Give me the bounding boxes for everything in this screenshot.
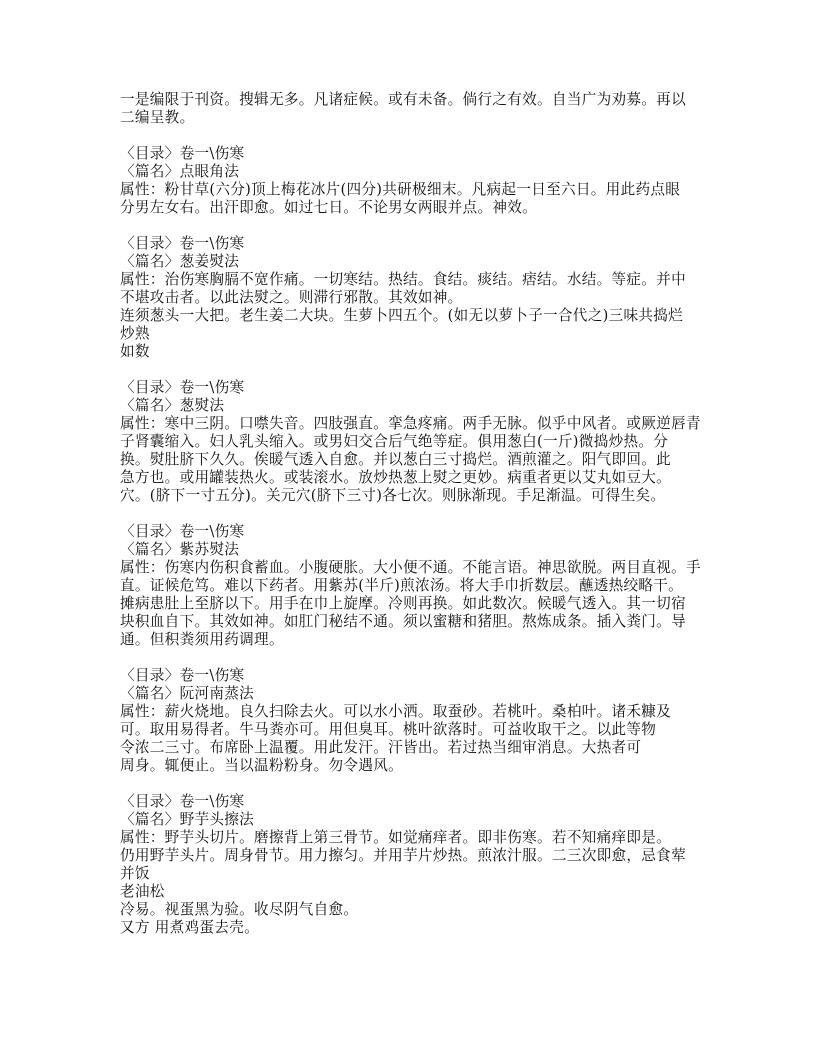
- text-line: 二编呈教。: [120, 109, 195, 126]
- text-line: 〈篇名〉紫苏熨法: [120, 541, 240, 558]
- text-line: 〈目录〉卷一\伤寒: [120, 235, 245, 252]
- text-line: 〈篇名〉阮河南蒸法: [120, 685, 255, 702]
- text-line: 块积血自下。其效如神。如肛门秘结不通。须以蜜糖和猪胆。熬炼成条。插入粪门。导: [120, 613, 686, 630]
- text-line: 换。熨肚脐下久久。俟暖气透入自愈。并以葱白三寸捣烂。酒煎灌之。阳气即回。此: [120, 451, 672, 468]
- text-line: 〈目录〉卷一\伤寒: [120, 145, 245, 162]
- text-line: 〈目录〉卷一\伤寒: [120, 523, 245, 540]
- text-line: 分男左女右。出汗即愈。如过七日。不论男女两眼并点。神效。: [120, 199, 538, 216]
- document-page: [120, 91, 701, 955]
- text-line: 〈篇名〉葱姜熨法: [120, 253, 240, 270]
- entry-section: [120, 523, 701, 649]
- text-line: 令浓二三寸。布席卧上温覆。用此发汗。汗皆出。若过热当细审消息。大热者可: [120, 739, 642, 756]
- text-line: 子肾囊缩入。妇人乳头缩入。或男妇交合后气绝等症。俱用葱白(一斤)微捣炒热。分: [120, 433, 669, 450]
- entry-section: [120, 793, 686, 937]
- text-line: 穴。(脐下一寸五分)。关元穴(脐下三寸)各七次。则脉渐现。手足渐温。可得生矣。: [120, 487, 666, 504]
- text-line: 老油松: [120, 883, 165, 900]
- entry-section: [120, 667, 680, 775]
- text-line: 周身。辄便止。当以温粉粉身。勿令遇风。: [120, 757, 403, 774]
- intro-paragraph: [120, 91, 686, 127]
- text-line: 〈篇名〉葱熨法: [120, 397, 225, 414]
- text-line: 属性：寒中三阴。口噤失音。四肢强直。挛急疼痛。两手无脉。似乎中风者。或厥逆唇青: [120, 415, 701, 432]
- text-line: 摊病患肚上至脐以下。用手在巾上旋摩。冷则再换。如此数次。候暖气透入。其一切宿: [120, 595, 686, 612]
- text-line: 并饭: [120, 865, 150, 882]
- text-line: 〈目录〉卷一\伤寒: [120, 793, 245, 810]
- text-line: 属性：野芋头切片。磨擦背上第三骨节。如觉痛痒者。即非伤寒。若不知痛痒即是。: [120, 829, 672, 846]
- text-line: 又方 用煮鸡蛋去壳。: [120, 919, 259, 936]
- entry-section: [120, 235, 686, 361]
- text-line: 属性：治伤寒胸膈不宽作痛。一切寒结。热结。食结。痰结。痞结。水结。等症。并中: [120, 271, 686, 288]
- text-line: 连须葱头一大把。老生姜二大块。生萝卜四五个。(如无以萝卜子一合代之)三味共捣烂: [120, 307, 684, 324]
- text-line: 一是编限于刊资。搜辑无多。凡诸症候。或有未备。倘行之有效。自当广为劝募。再以: [120, 91, 686, 108]
- text-line: 属性：薪火烧地。良久扫除去火。可以水小洒。取蚕砂。若桃叶。桑柏叶。诸禾糠及: [120, 703, 672, 720]
- entry-section: [120, 379, 701, 505]
- text-line: 冷易。视蛋黑为验。收尽阴气自愈。: [120, 901, 359, 918]
- text-line: 〈篇名〉野芋头擦法: [120, 811, 255, 828]
- text-line: 仍用野芋头片。周身骨节。用力擦匀。并用芋片炒热。煎浓汁服。二三次即愈，忌食荤: [120, 847, 686, 864]
- text-line: 〈篇名〉点眼角法: [120, 163, 240, 180]
- text-line: 如数: [120, 343, 150, 360]
- text-line: 直。证候危笃。难以下药者。用紫苏(半斤)煎浓汤。将大手巾折数层。蘸透热绞略干。: [120, 577, 684, 594]
- text-line: 急方也。或用罐装热火。或装滚水。放炒热葱上熨之更妙。病重者更以艾丸如豆大。: [120, 469, 672, 486]
- text-line: 不堪攻击者。以此法熨之。则滞行邪散。其效如神。: [120, 289, 463, 306]
- text-line: 属性：伤寒内伤积食蓄血。小腹硬胀。大小便不通。不能言语。神思欲脱。两目直视。手: [120, 559, 701, 576]
- text-line: 通。但积粪须用药调理。: [120, 631, 284, 648]
- text-line: 可。取用易得者。牛马粪亦可。用但臭耳。桃叶欲落时。可益收取干之。以此等物: [120, 721, 657, 738]
- entry-section: [120, 145, 680, 217]
- text-line: 〈目录〉卷一\伤寒: [120, 379, 245, 396]
- text-line: 炒熟: [120, 325, 150, 342]
- text-line: 属性：粉甘草(六分)顶上梅花冰片(四分)共研极细末。凡病起一日至六日。用此药点眼: [120, 181, 681, 198]
- text-line: 〈目录〉卷一\伤寒: [120, 667, 245, 684]
